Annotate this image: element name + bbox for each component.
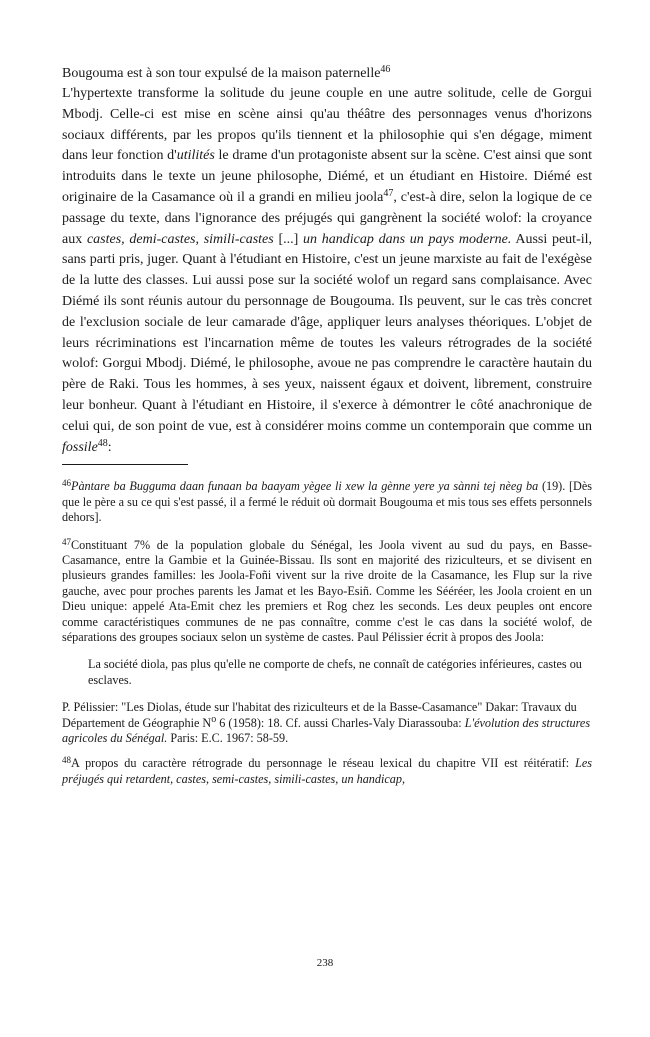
reference-italic: L'évolution des structures agricoles du Sénégal. — [62, 715, 591, 746]
footnote-47-quote: La société diola, pas plus qu'elle ne comporte de chefs, ne connaît de catégories inférieures, castes ou esclaves. — [88, 657, 582, 687]
footnote-divider — [62, 464, 188, 465]
footnote-number-47: 47 — [62, 536, 71, 547]
paragraph-text-end: : — [107, 439, 112, 455]
footnote-ref-47: 47 — [383, 187, 394, 199]
paragraph-text-b: le drame d'un protagoniste absent sur la scène. C'est ainsi que sont introduits dans le texte un jeune philosophe, Diémé, et un étudiant en Histoire. Diémé est originaire de la Casamance où il a grandi en milieu joola — [62, 148, 592, 205]
paragraph-text-e: Aussi peut-il, sans parti pris, juger. Quant à l'étudiant en Histoire, c'est un jeune marxiste au fait de l'exégèse de la lutte des classes. Lui aussi pose sur la société wolof un regard sans complaisance. Avec Diémé ils sont réunis autour du personnage de Bougouma. Ils peuvent, sur le cas très concret de l'exclusion sociale de leur camarade d'âge, appliquer leurs analyses théoriques. L'objet de leurs récriminations est l'incarnation même de toutes les valeurs rétrogrades de la société wolof: Gorgui Mbodj. Diémé, le philosophe, avoue ne pas comprendre le caractère hautain du père de Raki. Tous les hommes, à ses yeux, naissent égaux et doivent, librement, construire leur bonheur. Quant à l'étudiant en Histoire, il s'exerce à démontrer le côté anachronique de celui qui, de son point de vue, est à considérer moins comme un contemporain que comme un — [62, 231, 593, 434]
footnote-47 — [62, 538, 592, 646]
footnote-48-text: A propos du caractère rétrograde du personnage le réseau lexical du chapitre VII est réitératif: — [71, 756, 576, 771]
paragraph-italic-c: castes, demi-castes, simili-castes — [86, 231, 274, 247]
footnote-ref-48: 48 — [97, 437, 108, 449]
reference-text-c: Paris: E.C. 1967: 58-59. — [167, 731, 289, 746]
paragraph-italic-d: un handicap dans un pays moderne. — [303, 231, 512, 247]
footnote-46 — [62, 479, 592, 525]
paragraph-text-c: , c'est-à dire, selon la logique de ce passage du texte, dans l'ignorance des préjugés qui gangrènent la société wolof: la croyance aux — [62, 189, 592, 247]
reference-text-a: P. Pélissier: "Les Diolas, étude sur l'habitat des riziculteurs et de la Basse-Casamance" Dakar: Travaux du Département de Géographie N — [62, 700, 577, 730]
main-paragraph — [62, 84, 592, 458]
footnote-46-text: (19). [Dès que le père a su ce qui s'est passé, il a fermé le réduit où dormait Bougouma et mis tous ses effets personnels dehors]. — [62, 479, 592, 525]
paragraph-italic-e: fossile — [62, 439, 98, 455]
paragraph-text-a: L'hypertexte transforme la solitude du jeune couple en une autre solitude, celle de Gorgui Mbodj. Celle-ci est mise en scène ainsi qu'au théâtre des personnages venus d'horizons sociaux différents, par les propos qu'ils tiennent et la philosophie qui s'en dégage, miment dans leur fonction d' — [62, 86, 592, 164]
footnote-48 — [62, 756, 592, 787]
footnote-47-text: Constituant 7% de la population globale du Sénégal, les Joola vivent au sud du pays, en Basse-Casamance, entre la Gambie et la Guinée-Bissau. Ils sont en majorité des riziculteurs, et se divisent en plusieurs grandes familles: les Joola-Foñi vivent sur la rive droite de la Casamance, les Flup sur la rive gauche, avec pour proches parents les Jamat et les Bayo-Esiñ. Comme les Sééréer, les Joola croient en un Dieu unique: appelé Ata-Emit chez les premiers et Rog chez les seconds. Les deux peuples ont encore comme caractéristiques communes de ne pas connaître, comme c'est le cas dans la société wolof, de séparations des groupes sociaux selon un système de castes. Paul Pélissier écrit à propos des Joola: — [62, 537, 592, 644]
paragraph-text-d: [...] — [273, 231, 304, 247]
page-content — [62, 64, 592, 787]
footnote-number-46: 46 — [62, 478, 71, 489]
reference-text-b: 6 (1958): 18. Cf. aussi Charles-Valy Diarassouba: — [216, 715, 465, 730]
footnote-number-48: 48 — [62, 755, 71, 766]
reference-sup: o — [211, 713, 217, 725]
paragraph-italic-a: utilités — [176, 148, 215, 164]
opening-line — [62, 64, 592, 84]
footnote-48-italic: Les préjugés qui retardent, castes, semi-castes, simili-castes, un handicap, — [62, 756, 592, 786]
footnote-47-reference — [62, 700, 592, 746]
footnote-46-wolof: Pàntare ba Bugguma daan funaan ba baayam yègee li xew la gènne yere ya sànni tej nèeg ba — [71, 479, 539, 494]
page-number: 238 — [316, 957, 334, 969]
footnote-ref-46: 46 — [380, 64, 391, 75]
opening-line-text: Bougouma est à son tour expulsé de la maison paternelle — [62, 66, 381, 81]
